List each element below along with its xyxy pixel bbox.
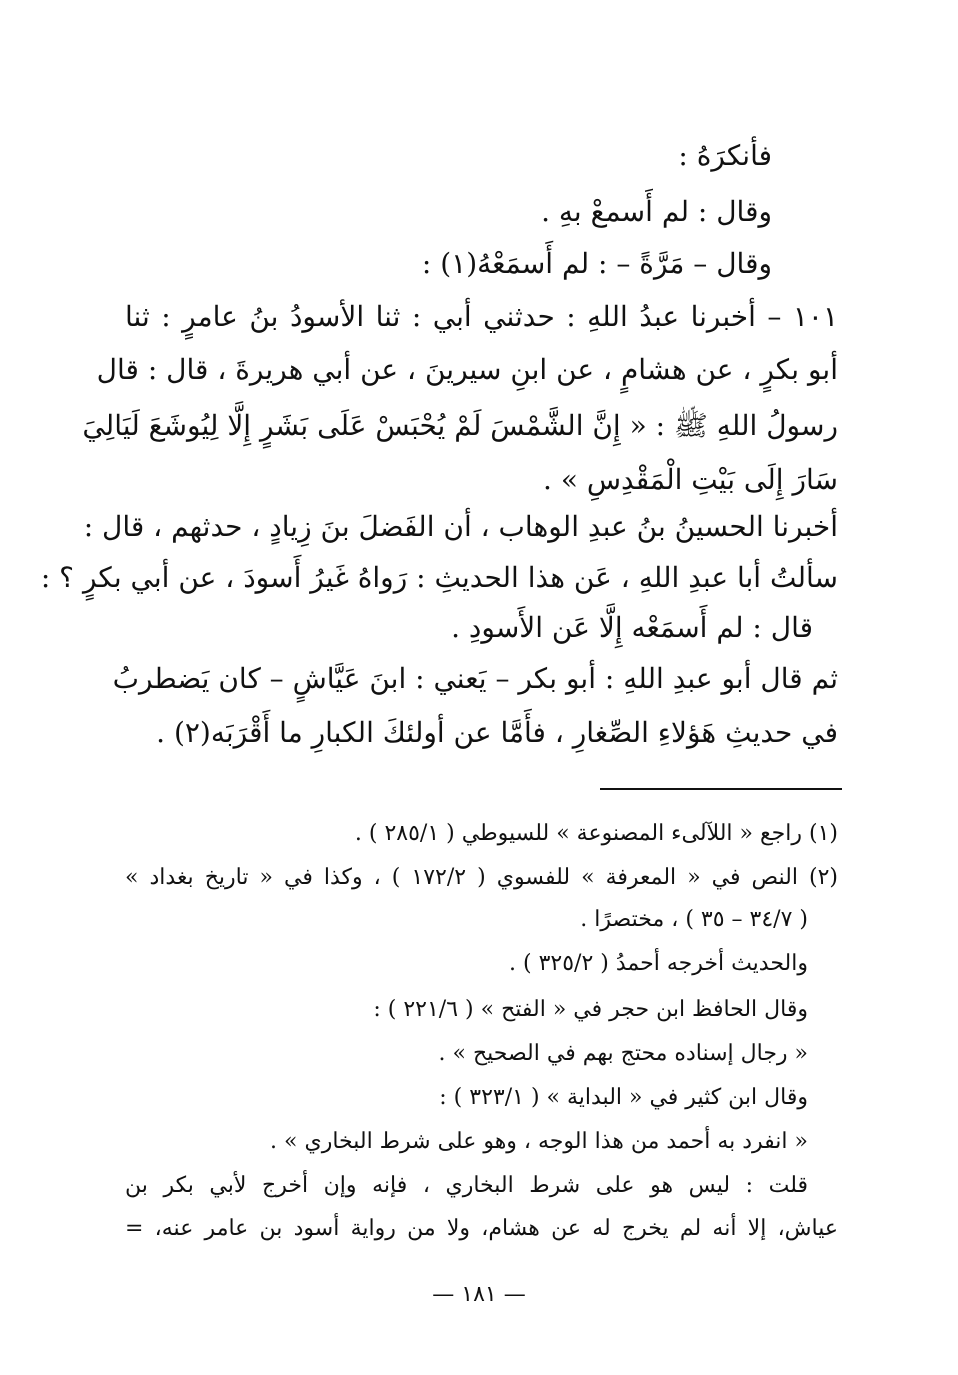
footnote-2-line-7: « انفرد به أحمد من هذا الوجه ، وهو على شرط البخاري » . [270, 1129, 808, 1154]
footnote-2-line-2: ( ٣٤/٧ – ٣٥ ) ، مختصرًا . [580, 907, 808, 932]
footnote-2-line-9: عياش، إلا أنه لم يخرج له عن هشام، ولا من رواية أسود بن عامر عنه، = [125, 1216, 838, 1241]
main-text-line-12: في حديثِ هَؤلاءِ الصِّغارِ ، فأَمَّا عن أولئكَ الكبارِ ما أَقْرَبَه(٢) . [156, 716, 838, 749]
footnote-2-line-6: وقال ابن كثير في « البداية » ( ٣٢٣/١ ) : [439, 1085, 808, 1110]
footnote-2-line-4: وقال الحافظ ابن حجر في « الفتح » ( ٢٢١/٦ ) : [373, 997, 808, 1022]
main-text-line-10: قال : لم أَسمَعْه إِلَّا عَن الأَسودِ . [451, 611, 813, 644]
main-text-line-1: فأنكرَهُ : [678, 139, 772, 172]
footnote-1: (١) راجع « اللآلىء المصنوعة » للسيوطي ( ٢٨٥/١ ) . [354, 821, 838, 846]
hadith-101-line-2: أبو بكرٍ ، عن هشامٍ ، عن ابنِ سيرينَ ، عن أبي هريرةَ ، قال : قال [96, 353, 838, 386]
footnote-2-line-3: والحديث أخرجه أحمدُ ( ٣٢٥/٢ ) . [509, 951, 808, 976]
hadith-101-line-1: ١٠١ – أخبرنا عبدُ اللهِ : حدثني أبي : ثنا الأسودُ بنُ عامرٍ : ثنا [125, 300, 838, 333]
footnote-2-line-5: « رجال إسناده محتج بهم في الصحيح » . [438, 1041, 808, 1066]
main-text-line-11: ثم قال أبو عبدِ اللهِ : أبو بكر – يَعني : ابنَ عَيَّاشٍ – كان يَضطربُ [112, 662, 838, 695]
main-text-line-2: وقال : لم أَسمعْ بهِ . [541, 195, 772, 228]
hadith-101-line-3: رسولُ اللهِ ﷺ : « إِنَّ الشَّمْسَ لَمْ يُحْبَسْ عَلَى بَشَرٍ إِلَّا لِيُوشَعَ لَيَالِيَ [82, 409, 838, 442]
page-number: — ١٨١ — [432, 1282, 526, 1307]
footnote-2-line-8: قلت : ليس هو على شرط البخاري ، فإنه وإن أخرج لأبي بكر بن [125, 1173, 808, 1198]
footnote-separator [600, 788, 842, 790]
main-text-line-8: أخبرنا الحسينُ بنُ عبدِ الوهاب ، أن الفَضلَ بنَ زِيادٍ ، حدثهم ، قال : [83, 510, 838, 543]
main-text-line-9: سألتُ أبا عبدِ اللهِ ، عَن هذا الحديثِ : رَواهُ غَيرُ أَسودَ ، عن أبي بكرٍ ؟ : [40, 561, 838, 594]
main-text-line-3: وقال – مَرَّةً – : لم أَسمَعْهُ(١) : [421, 247, 772, 280]
hadith-101-line-4: سَارَ إِلَى بَيْتِ الْمَقْدِسِ » . [543, 463, 838, 496]
footnote-2-line-1: (٢) النص في « المعرفة » للفسوي ( ١٧٢/٢ ) ، وكذا في « تاريخ بغداد » [125, 865, 838, 890]
